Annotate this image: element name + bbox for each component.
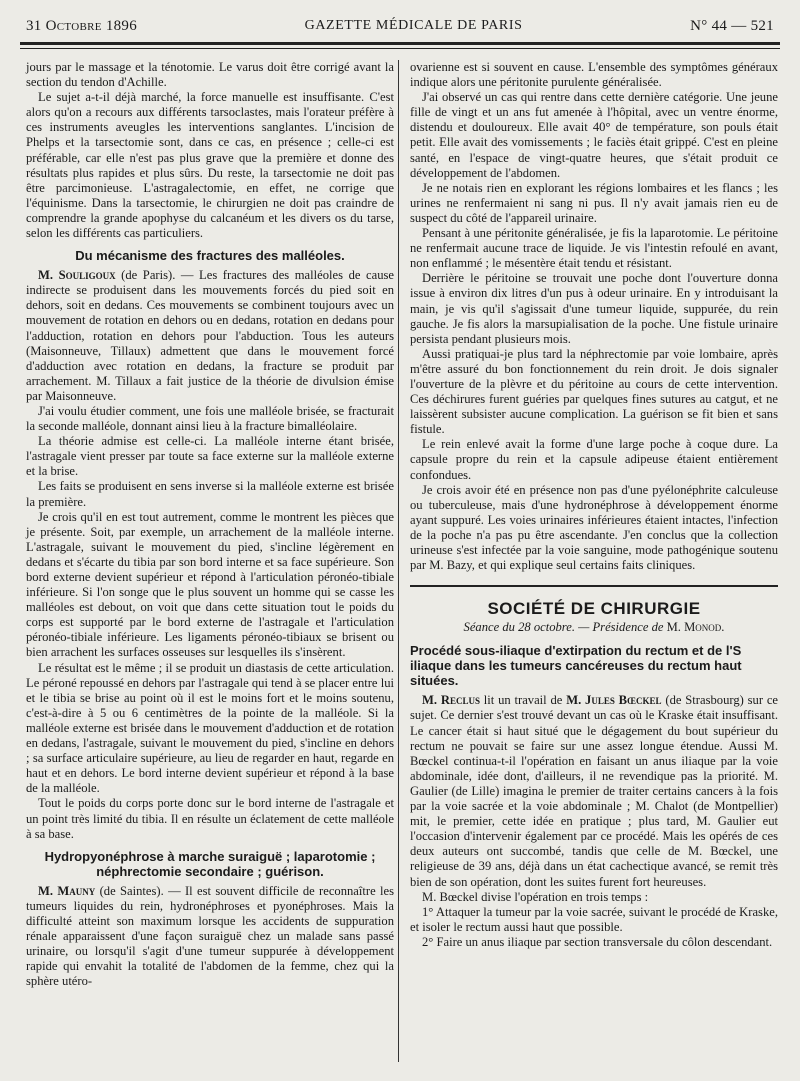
list-item: 2° Faire un anus iliaque par section transversale du côlon descendant. (422, 934, 773, 949)
paragraph: La théorie admise est celle-ci. La malléole interne étant brisée, l'astragale vient presser par toute sa face externe sur la malléole externe et la brise. (26, 434, 394, 479)
header-issue-page: N° 44 — 521 (690, 17, 774, 34)
header-journal-title: GAZETTE MÉDICALE DE PARIS (304, 18, 523, 33)
left-column (26, 60, 394, 989)
society-heading: SOCIÉTÉ DE CHIRURGIE (487, 599, 701, 619)
page-header (26, 14, 774, 38)
header-date: 31 Octobre 1896 (26, 17, 138, 34)
president-name: M. Monod. (666, 620, 725, 635)
paragraph-text: (de Strasbourg) sur ce sujet. Ce dernier s'est trouvé devant un cas où le Kraske était insuffisant. Le cancer était si haut situé que le dégagement du bout supérieur du rectum ne pouvait se faire sur une assez longue étendue. Aussi M. Bœckel continua-t-il l'opération en faisant un anus iliaque par la voie abdominale, idée dont, d'ailleurs, il ne revendique pas la priorité. M. Gaulier (de Lille) imagina le premier de traiter certains cancers à la fois par la voie sacrée et la voie abdominale ; M. Chalot (de Montpellier) mit, le premier, cette idée en pratique ; plus tard, M. Gaulier eut l'occasion d'intervenir également par ce procédé. Mais les opérés de ces deux auteurs ont succombé, tandis que celle de M. Bœckel, une religieuse de 39 ans, déjà dans un état cachectique avancé, se remit très bien de son opération, dont les suites furent fort heureuses. (410, 693, 779, 889)
section-title: Procédé sous-iliaque d'extirpation du rectum et de l'S iliaque dans les tumeurs cancéreuses du rectum haut situées. (410, 643, 742, 689)
paragraph: jours par le massage et la ténotomie. Le varus doit être corrigé avant la section du tendon d'Achille. (26, 60, 394, 90)
paragraph: Le sujet a-t-il déjà marché, la force manuelle est insuffisante. C'est alors qu'on a recours aux différents tarsoclastes, mais l'orateur préfère à ces instruments aveugles les interventions sanglantes. L'incision de Phelps et la tarsectomie sont, dans ce cas, en présence ; celle-ci est préférable, car elle n'est pas plus grave que la première et donne des résultats plus rapides et plus sûrs. Du reste, la tarsectomie ne doit pas être parcimonieuse. L'astragalectomie, en effet, ne corrige que l'équinisme. Dans la tarsectomie, le chirurgien ne doit pas craindre de comprendre la grande apophyse du calcanéum et les divers os du tarse, selon les différents cas particuliers. (26, 90, 394, 241)
section-title: Hydropyonéphrose à marche suraiguë ; laparotomie ; néphrectomie secondaire ; guérison. (44, 848, 376, 879)
paragraph: ovarienne est si souvent en cause. L'ensemble des symptômes généraux indique alors une péritonite purulente généralisée. (410, 60, 778, 90)
paragraph (410, 693, 778, 889)
paragraph: Je crois avoir été en présence non pas d'une pyélonéphrite calculeuse ou tuberculeuse, mais d'une hydronéphrose à développement énorme ayant suppuré. Les voies urinaires inférieures étaient intactes, l'infection de la poche n'a pas pu être ascendante. J'en conclus que la collection urineuse s'est infectée par la voie sanguine, mode pathogénique soutenu par M. Bazy, et qui explique seul certains faits cliniques. (410, 482, 778, 573)
paragraph-text: (de Paris). — Les fractures des malléoles de cause indirecte se produisent dans les mouvements forcés du pied soit en dehors, soit en dedans. Ces mouvements se combinent toujours avec un mouvement de rotation en dehors ou en dedans, rotation en dedans pour l'adduction, rotation en dehors pour l'abduction. Tous les auteurs (Maisonneuve, Tillaux) admettent que dans le mouvement forcé d'adduction avec rotation en dedans, la fracture se produit par arrachement. M. Tillaux a fait justice de la théorie de divulsion émise par Maisonneuve. (26, 268, 394, 403)
section-title: Du mécanisme des fractures des malléoles. (75, 248, 345, 264)
column-divider (398, 60, 399, 1062)
paragraph: J'ai voulu étudier comment, une fois une malléole brisée, se fracturait la seconde malléole, donnant ainsi lieu à la fracture bimalléolaire. (26, 403, 394, 434)
paragraph: Derrière le péritoine se trouvait une poche dont l'ouverture donna issue à environ dix litres d'un pus à odeur urinaire. En y introduisant la main, je vis qu'il s'agissait d'une tumeur liquide, suppurée, du rein gauche. Je fis alors la marsupialisation de la poche. Une fistule urinaire persista pendant plusieurs mois. (410, 271, 778, 346)
speaker-name: M. Souligoux (38, 268, 116, 283)
paragraph: M. Bœckel divise l'opération en trois temps : (422, 889, 649, 904)
paragraph: Tout le poids du corps porte donc sur le bord interne de l'astragale et un point très limité du tibia. Il en résulte un éclatement de cette malléole à sa base. (26, 796, 394, 841)
seance-text: Séance du 28 octobre. — Présidence de (463, 620, 667, 635)
speaker-name: M. Mauny (38, 883, 96, 898)
paragraph: Je ne notais rien en explorant les régions lombaires et les flancs ; les urines ne renfermaient ni sang ni pus. Il n'y avait jamais rien eu de suspect du côté de l'appareil urinaire. (410, 180, 778, 225)
paragraph: Le rein enlevé avait la forme d'une large poche à coque dure. La capsule propre du rein et la capsule adipeuse étaient entièrement confondues. (410, 437, 778, 482)
paragraph-text: (de Saintes). — Il est souvent difficile de reconnaître les tumeurs liquides du rein, hydronéphroses et pyonéphroses. Mais la difficulté atteint son maximum lorsque les accidents de suppuration rénale apparaissent d'une façon suraiguë chez un malade sans passé urinaire, ou lorsqu'il s'agit d'une tumeur suppurée à développement rapide qui envahit la totalité de l'abdomen de la femme, chez qui la sphère utéro- (26, 883, 394, 989)
section-rule (410, 585, 778, 587)
right-column (410, 60, 778, 950)
header-rule-thick (20, 42, 780, 45)
paragraph: Les faits se produisent en sens inverse si la malléole externe est brisée la première. (26, 479, 394, 509)
header-rule-thin (20, 48, 780, 49)
paragraph: Aussi pratiquai-je plus tard la néphrectomie par voie lombaire, après m'être assuré du bon fonctionnement du rein droit. Je dois signaler l'ouverture de la plèvre et du péritoine au cours de cette intervention. Ces déchirures furent guéries par quelques fines sutures au catgut, et ne laissèrent subsister aucune complication. La guérison se fit bien et sans fistule. (410, 346, 778, 437)
speaker-name: M. Reclus (422, 693, 480, 708)
paragraph: Je crois qu'il en est tout autrement, comme le montrent les pièces que je présente. Soit, par exemple, un arrachement de la malléole interne. L'astragale, suivant le mouvement du pied, s'incline légèrement en dedans et s'écarte du tibia par son bord interne et sa face supérieure. Son bord externe devient supérieur et répond à l'articulation péronéo-tibiale inférieure. Si l'on songe que le plus souvent un homme qui se casse les malléoles est debout, on voit que dans cette situation tout le poids du corps est supporté par le bord externe de l'astragale et l'articulation péronéo-tibiale inférieure. Les ligaments péronéo-tibiaux se brisent ou bien arrachent les surfaces osseuses sur lesquelles ils s'insèrent. (26, 509, 394, 660)
paragraph (26, 268, 394, 404)
list-item: 1° Attaquer la tumeur par la voie sacrée, suivant le procédé de Kraske, et isoler le rectum aussi haut que possible. (410, 904, 778, 934)
seance-line (410, 620, 778, 635)
paragraph: Le résultat est le même ; il se produit un diastasis de cette articulation. Le péroné repoussé en dehors par l'astragale qui tend à se placer entre lui et le tibia se brise au point où il est le moins fort et le moins soutenu, c'est-à-dire à 5 ou 6 centimètres de la pointe de la malléole. Si la malléole externe est brisée dans le mouvement d'adduction et de rotation en dedans, l'astragale, suivant le mouvement du pied, s'incline en dehors ; sa surface articulaire supérieure, au lieu de regarder en haut, regarde en haut et en dehors. Le bord interne devient supérieur et répond à la base de la malléole. (26, 660, 394, 796)
paragraph: J'ai observé un cas qui rentre dans cette dernière catégorie. Une jeune fille de vingt et un ans fut amenée à l'hôpital, avec un ventre énorme, distendu et douloureux. Elle avait 40° de température, son pouls était petit. Elle avait des vomissements ; le faciès était grippé. C'est en pleine santé, en l'espace de vingt-quatre heures, que s'était produit ce développement de l'abdomen. (410, 90, 778, 180)
paragraph (26, 884, 394, 990)
paragraph: Pensant à une péritonite généralisée, je fis la laparotomie. Le péritoine ne renfermait aucune trace de liquide. Je vis l'intestin refoulé en avant, non enflammé ; le mésentère était tendu et résistant. (410, 226, 778, 271)
speaker-name: M. Jules Bœckel (566, 693, 662, 708)
paragraph-text: lit un travail de (479, 693, 567, 708)
